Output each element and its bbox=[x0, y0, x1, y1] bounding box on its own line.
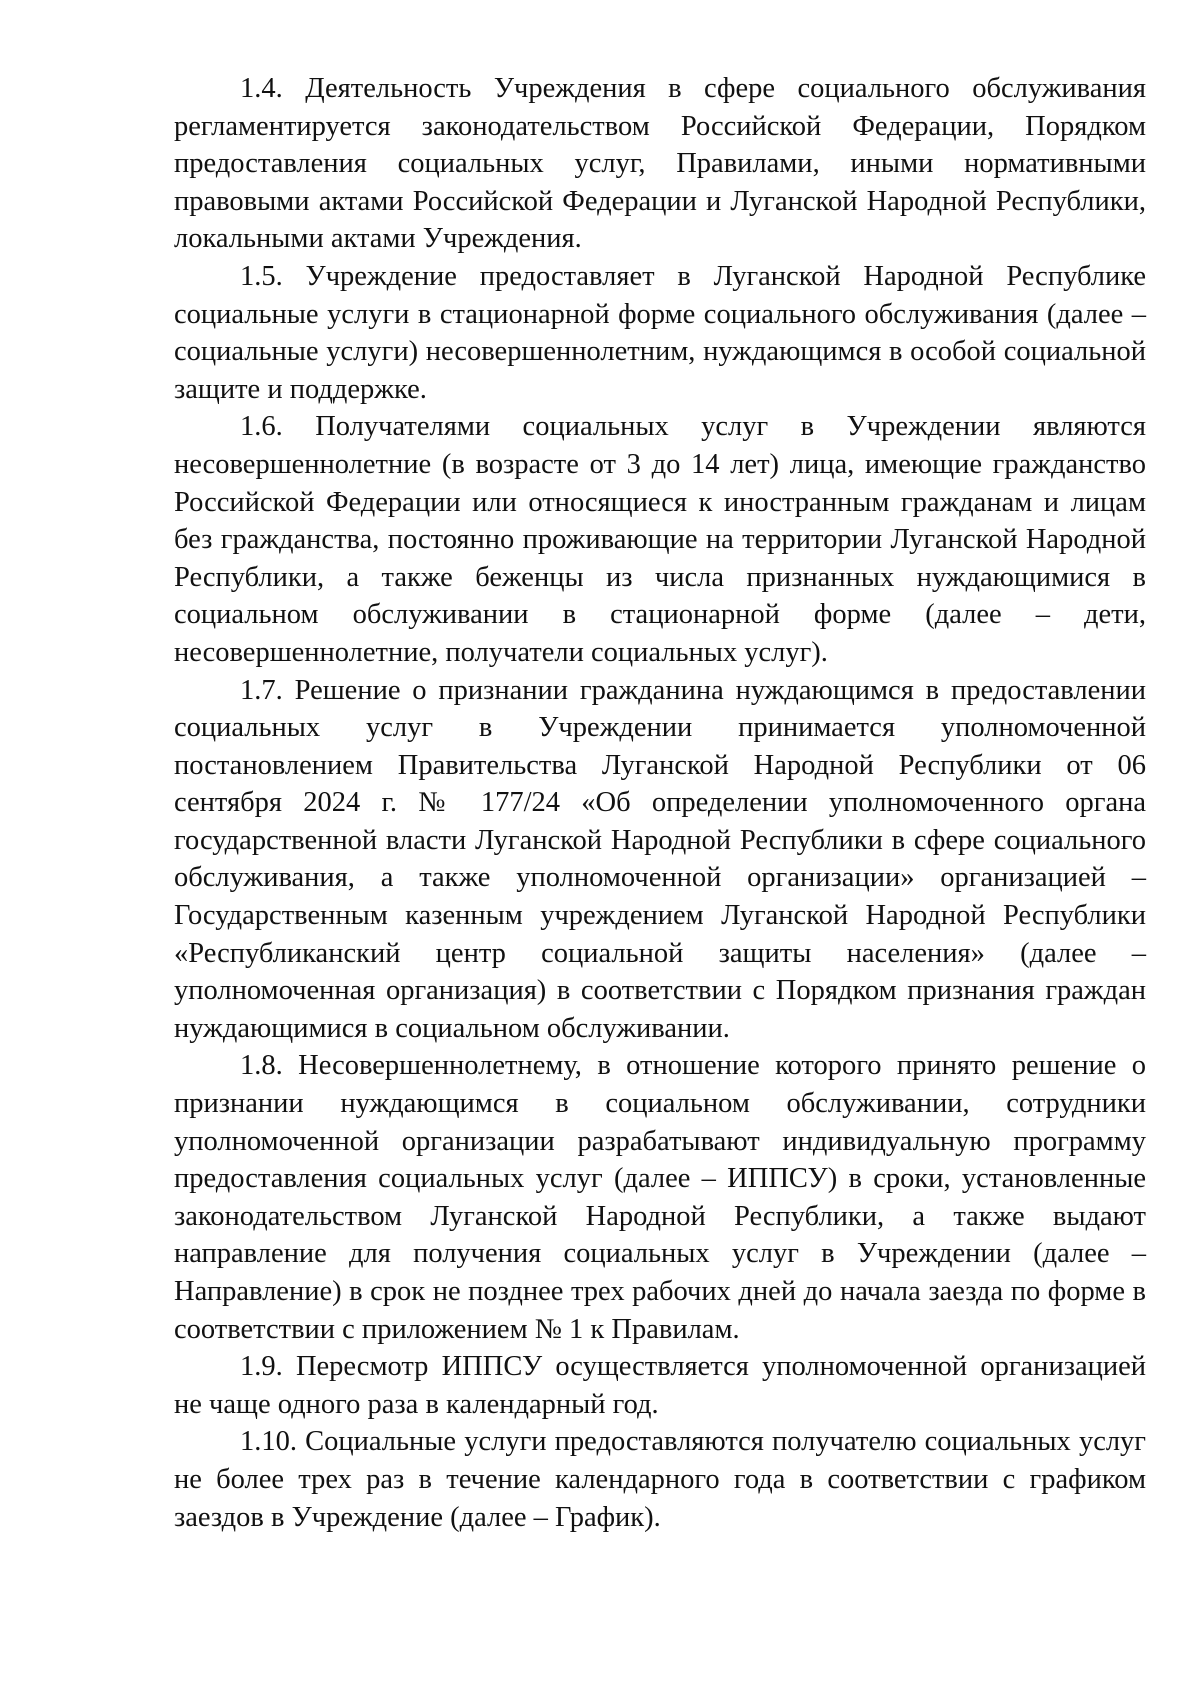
paragraph-number: 1.8. bbox=[240, 1050, 283, 1082]
paragraph-text: Социальные услуги предоставляются получателю социальных услуг не более трех раз в течение календарного года в соответствии с графиком заездов в Учреждение (далее – График). bbox=[174, 1426, 1147, 1533]
paragraph-1-4 bbox=[174, 70, 1146, 258]
paragraph-text: Деятельность Учреждения в сфере социального обслуживания регламентируется законодательством Российской Федерации, Порядком предоставления социальных услуг, Правилами, иными нормативными правовыми актами Российской Федерации и Луганской Народной Республики, локальными актами Учреждения. bbox=[174, 73, 1147, 255]
paragraph-number: 1.7. bbox=[240, 674, 283, 706]
paragraph-1-5 bbox=[174, 258, 1146, 408]
paragraph-text: Пересмотр ИППСУ осуществляется уполномоченной организацией не чаще одного раза в календарный год. bbox=[174, 1351, 1147, 1420]
paragraph-number: 1.5. bbox=[240, 260, 283, 292]
paragraph-text: Решение о признании гражданина нуждающимся в предоставлении социальных услуг в Учреждении принимается уполномоченной постановлением Правительства Луганской Народной Республики от 06 сентября 2024 г. № 177/24 «Об определении уполномоченного органа государственной власти Луганской Народной Республики в сфере социального обслуживания, а также уполномоченной организации» организацией – Государственным казенным учреждением Луганской Народной Республики «Республиканский центр социальной защиты населения» (далее – уполномоченная организация) в соответствии с Порядком признания граждан нуждающимися в социальном обслуживании. bbox=[174, 674, 1146, 1044]
paragraph-number: 1.9. bbox=[240, 1351, 283, 1383]
paragraph-text: Несовершеннолетнему, в отношение которого принято решение о признании нуждающимся в социальном обслуживании, сотрудники уполномоченной организации разрабатывают индивидуальную программу предоставления социальных услуг (далее – ИППСУ) в сроки, установленные законодательством Луганской Народной Республики, а также выдают направление для получения социальных услуг в Учреждении (далее – Направление) в срок не позднее трех рабочих дней до начала заезда по форме в соответствии с приложением № 1 к Правилам. bbox=[174, 1050, 1146, 1345]
paragraph-1-10 bbox=[174, 1423, 1146, 1536]
paragraph-number: 1.6. bbox=[240, 411, 283, 443]
paragraph-number: 1.10. bbox=[240, 1426, 297, 1458]
paragraph-1-6 bbox=[174, 408, 1146, 671]
paragraph-number: 1.4. bbox=[240, 73, 283, 104]
document-body bbox=[174, 70, 1146, 1536]
paragraph-1-7 bbox=[174, 672, 1146, 1048]
paragraph-text: Учреждение предоставляет в Луганской Народной Республике социальные услуги в стационарной форме социального обслуживания (далее – социальные услуги) несовершеннолетним, нуждающимся в особой социальной защите и поддержке. bbox=[174, 260, 1146, 405]
paragraph-1-8 bbox=[174, 1047, 1146, 1348]
paragraph-text: Получателями социальных услуг в Учреждении являются несовершеннолетние (в возрасте от 3 до 14 лет) лица, имеющие гражданство Российской Федерации или относящиеся к иностранным гражданам и лицам без гражданства, постоянно проживающие на территории Луганской Народной Республики, а также беженцы из числа признанных нуждающимися в социальном обслуживании в стационарной форме (далее – дети, несовершеннолетние, получатели социальных услуг). bbox=[174, 411, 1146, 668]
paragraph-1-9 bbox=[174, 1348, 1146, 1423]
